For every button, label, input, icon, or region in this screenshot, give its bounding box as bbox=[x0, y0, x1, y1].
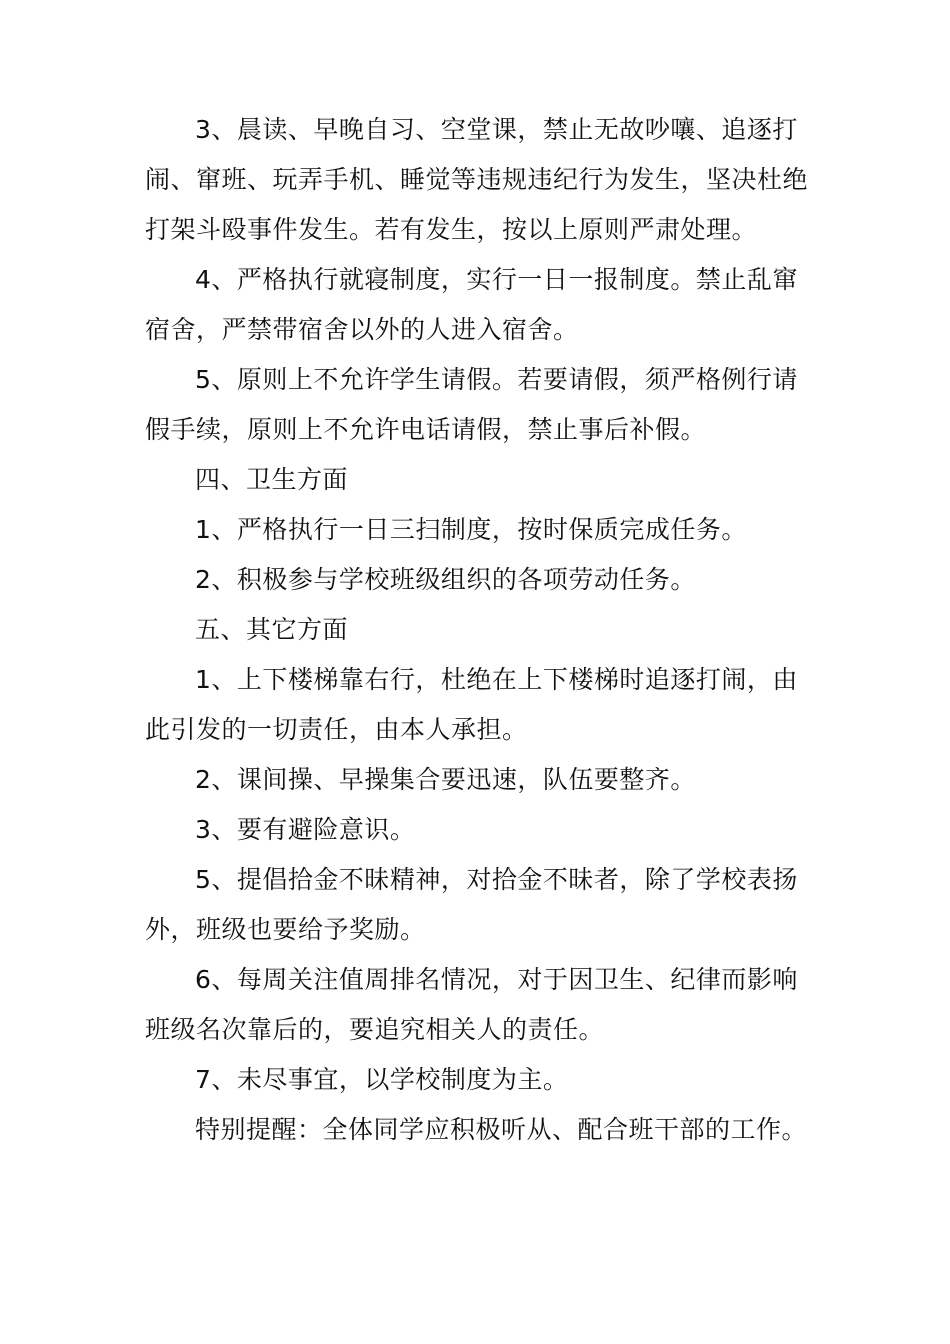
paragraph-other-7-misc: 7、未尽事宜，以学校制度为主。 bbox=[195, 1065, 569, 1094]
paragraph-hygiene-1: 1、严格执行一日三扫制度，按时保质完成任务。 bbox=[195, 515, 747, 544]
paragraph-rule-5-leave: 5、原则上不允许学生请假。若要请假，须严格例行请假手续，原则上不允许电话请假，禁止事后补假。 bbox=[145, 365, 798, 444]
paragraph-other-6-ranking: 6、每周关注值周排名情况，对于因卫生、纪律而影响班级名次靠后的，要追究相关人的责任。 bbox=[145, 965, 798, 1044]
paragraph-other-1-stairs: 1、上下楼梯靠右行，杜绝在上下楼梯时追逐打闹，由此引发的一切责任，由本人承担。 bbox=[145, 665, 798, 744]
paragraph-special-reminder: 特别提醒：全体同学应积极听从、配合班干部的工作。 bbox=[195, 1115, 808, 1144]
paragraph-other-5-honesty: 5、提倡拾金不昧精神，对拾金不昧者，除了学校表扬外，班级也要给予奖励。 bbox=[145, 865, 798, 944]
section-heading-hygiene: 四、卫生方面 bbox=[195, 465, 349, 494]
paragraph-rule-3-discipline: 3、晨读、早晚自习、空堂课，禁止无故吵嚷、追逐打闹、窜班、玩弄手机、睡觉等违规违纪行为发生，坚决杜绝打架斗殴事件发生。若有发生，按以上原则严肃处理。 bbox=[145, 115, 809, 244]
section-heading-other: 五、其它方面 bbox=[195, 615, 349, 644]
paragraph-other-2-assembly: 2、课间操、早操集合要迅速，队伍要整齐。 bbox=[195, 765, 696, 794]
paragraph-other-3-safety: 3、要有避险意识。 bbox=[195, 815, 416, 844]
paragraph-hygiene-2: 2、积极参与学校班级组织的各项劳动任务。 bbox=[195, 565, 696, 594]
paragraph-rule-4-dormitory: 4、严格执行就寝制度，实行一日一报制度。禁止乱窜宿舍，严禁带宿舍以外的人进入宿舍。 bbox=[145, 265, 798, 344]
document-body bbox=[145, 105, 810, 1155]
